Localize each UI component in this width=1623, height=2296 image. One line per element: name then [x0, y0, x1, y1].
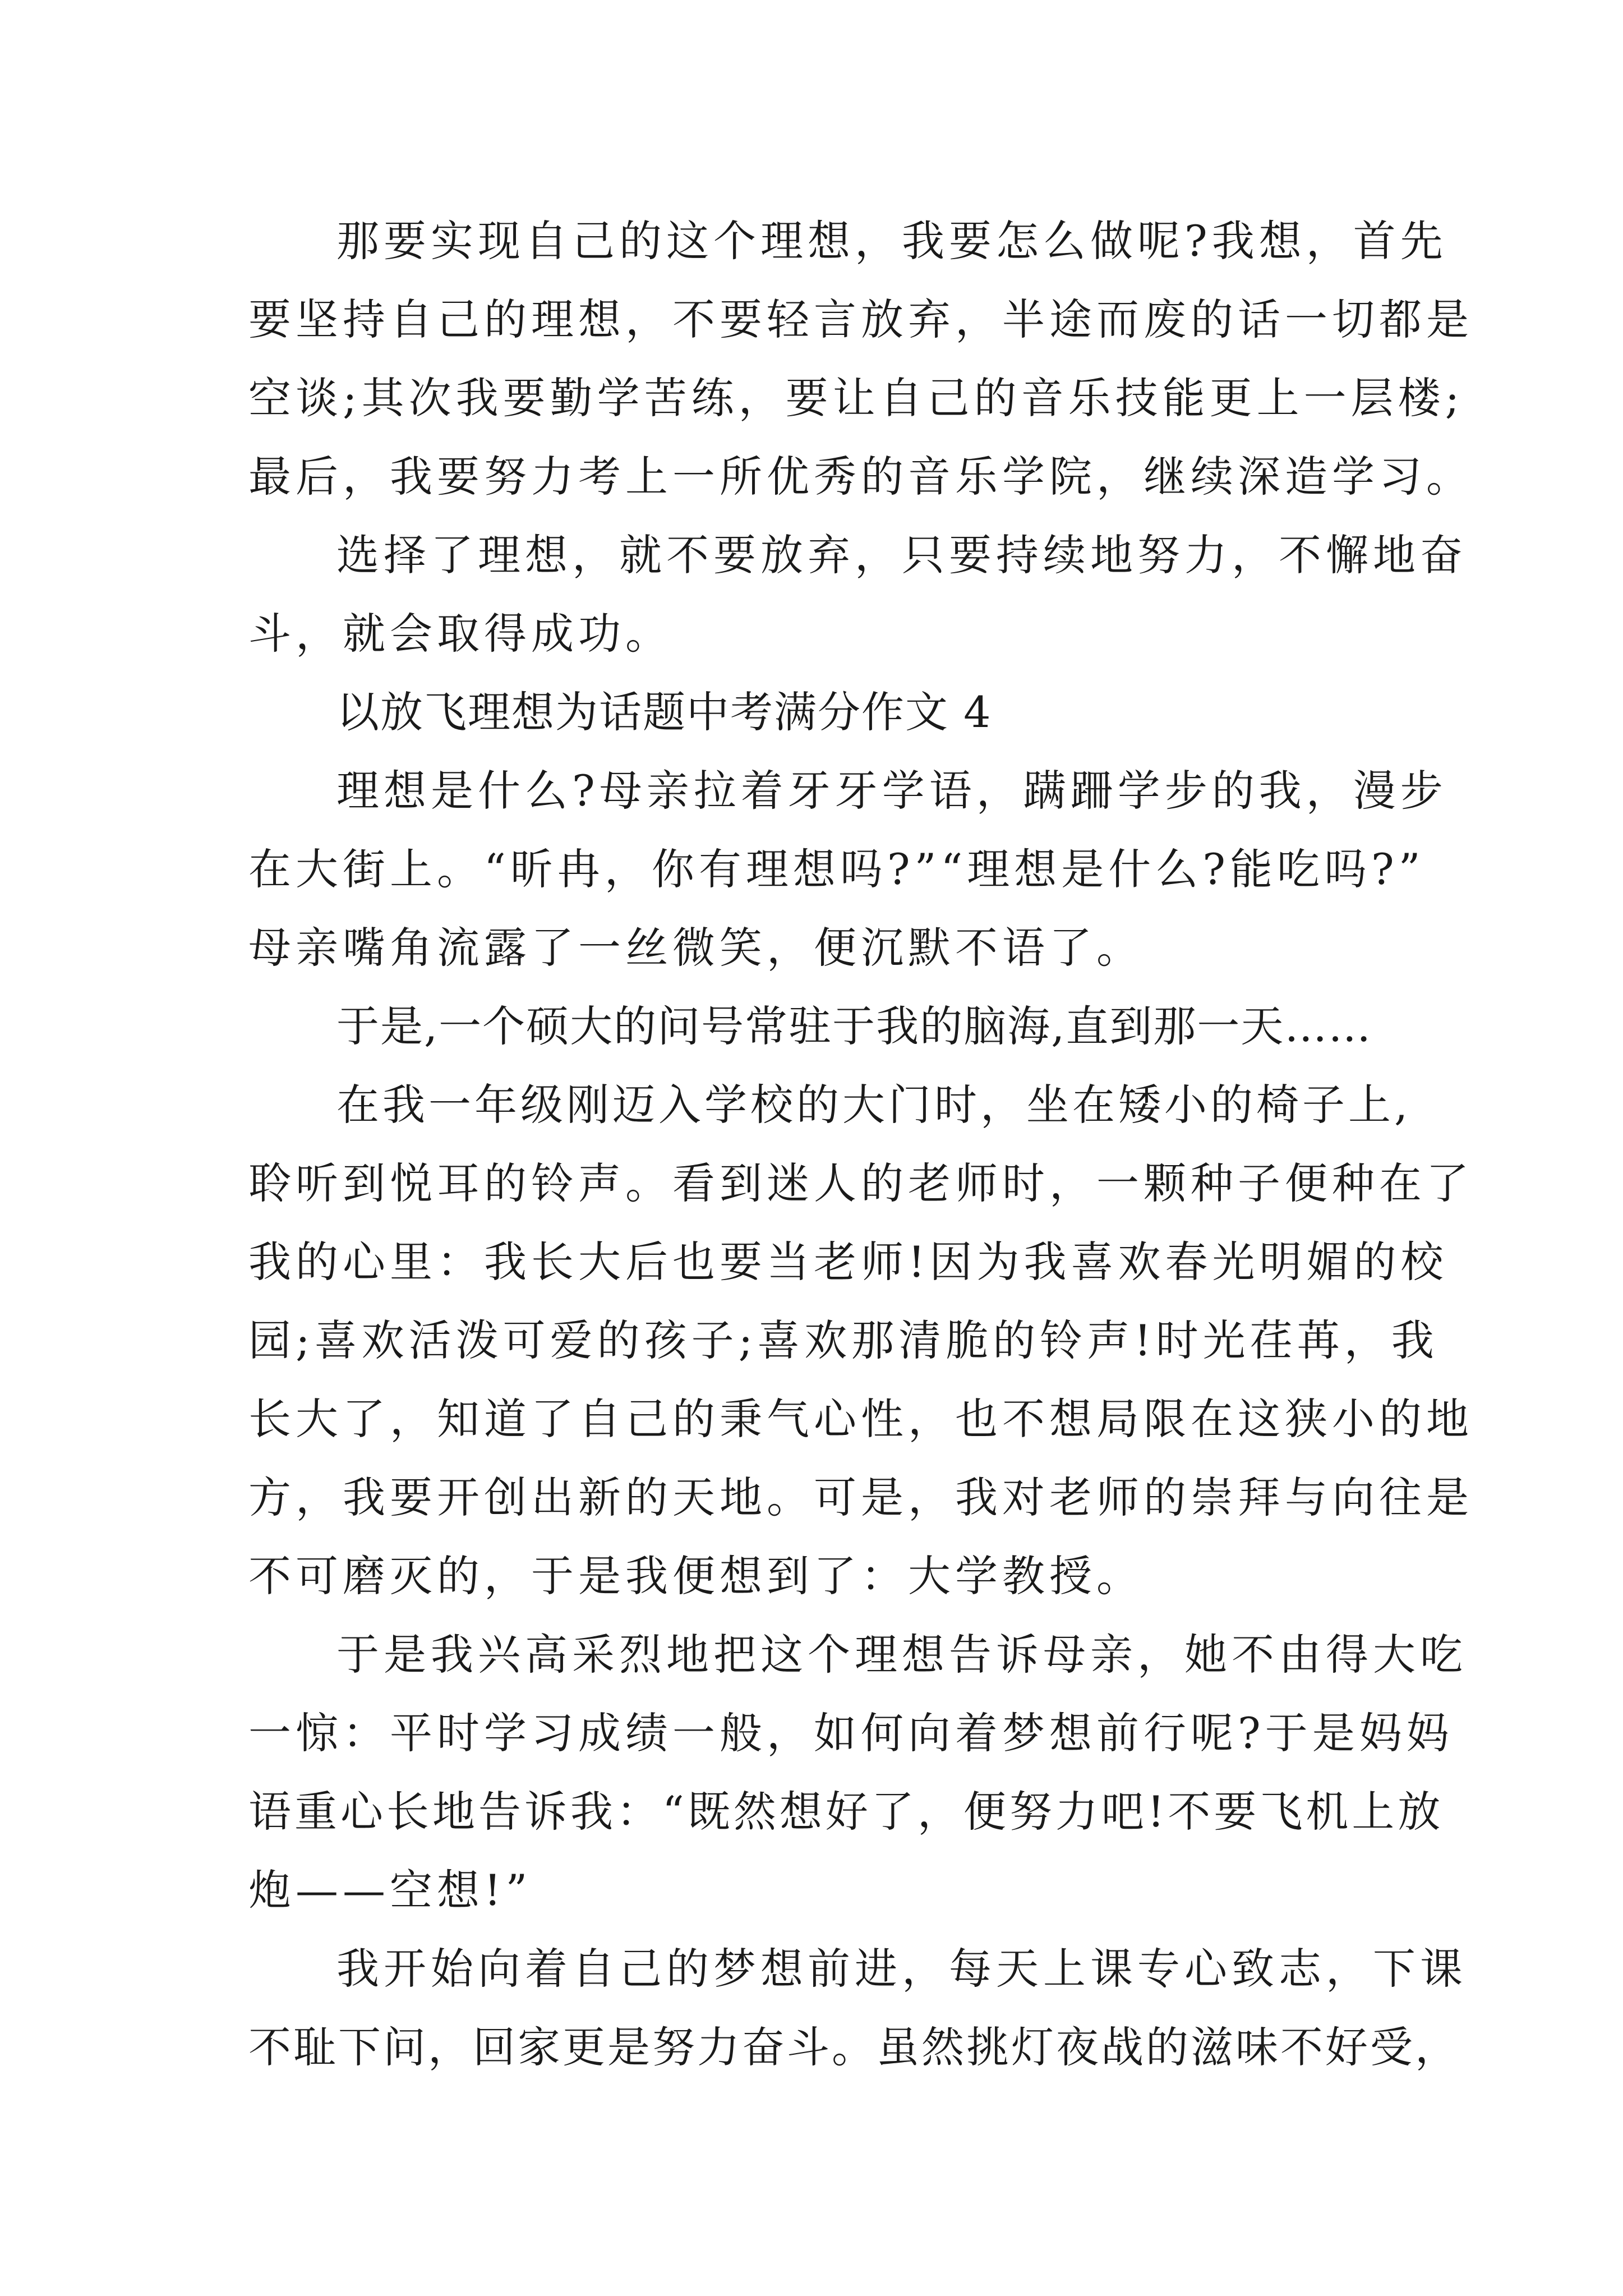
- text-line: 不可磨灭的，于是我便想到了：大学教授。: [248, 1551, 1144, 1601]
- text-line: 一惊：平时学习成绩一般，如何向着梦想前行呢?于是妈妈: [248, 1708, 1454, 1758]
- text-line: 语重心长地告诉我：“既然想好了，便努力吧!不要飞机上放: [248, 1787, 1444, 1837]
- text-line: 园;喜欢活泼可爱的孩子;喜欢那清脆的铃声!时光荏苒，我: [248, 1315, 1438, 1365]
- text-line: 最后，我要努力考上一所优秀的音乐学院，继续深造学习。: [248, 452, 1473, 501]
- text-line: 炮——空想!”: [248, 1865, 532, 1915]
- text-line: 要坚持自己的理想，不要轻言放弃，半途而废的话一切都是: [248, 295, 1473, 344]
- text-line: 那要实现自己的这个理想，我要怎么做呢?我想，首先: [336, 216, 1447, 266]
- text-line: 于是,一个硕大的问号常驻于我的脑海,直到那一天……: [336, 1001, 1372, 1051]
- text-line: 斗，就会取得成功。: [248, 609, 672, 659]
- text-line: 我开始向着自己的梦想前进，每天上课专心致志，下课: [336, 1944, 1467, 1994]
- text-line: 不耻下问，回家更是努力奋斗。虽然挑灯夜战的滋味不好受，: [248, 2022, 1460, 2072]
- text-line: 在大街上。“昕冉，你有理想吗?”“理想是什么?能吃吗?”: [248, 844, 1425, 894]
- text-line: 于是我兴高采烈地把这个理想告诉母亲，她不由得大吃: [336, 1630, 1467, 1680]
- text-line: 理想是什么?母亲拉着牙牙学语，蹒跚学步的我，漫步: [336, 766, 1447, 816]
- text-line: 聆听到悦耳的铃声。看到迷人的老师时，一颗种子便种在了: [248, 1158, 1473, 1208]
- text-line: 方，我要开创出新的天地。可是，我对老师的崇拜与向往是: [248, 1473, 1473, 1522]
- text-line: 母亲嘴角流露了一丝微笑，便沉默不语了。: [248, 923, 1144, 973]
- text-line: 空谈;其次我要勤学苦练，要让自己的音乐技能更上一层楼;: [248, 373, 1464, 423]
- text-line: 在我一年级刚迈入学校的大门时，坐在矮小的椅子上,: [336, 1080, 1412, 1130]
- text-line: 长大了，知道了自己的秉气心性，也不想局限在这狭小的地: [248, 1394, 1473, 1444]
- text-line: 我的心里：我长大后也要当老师!因为我喜欢春光明媚的校: [248, 1237, 1448, 1287]
- section-title: 以放飞理想为话题中考满分作文 4: [336, 687, 992, 737]
- text-line: 选择了理想，就不要放弃，只要持续地努力，不懈地奋: [336, 530, 1467, 580]
